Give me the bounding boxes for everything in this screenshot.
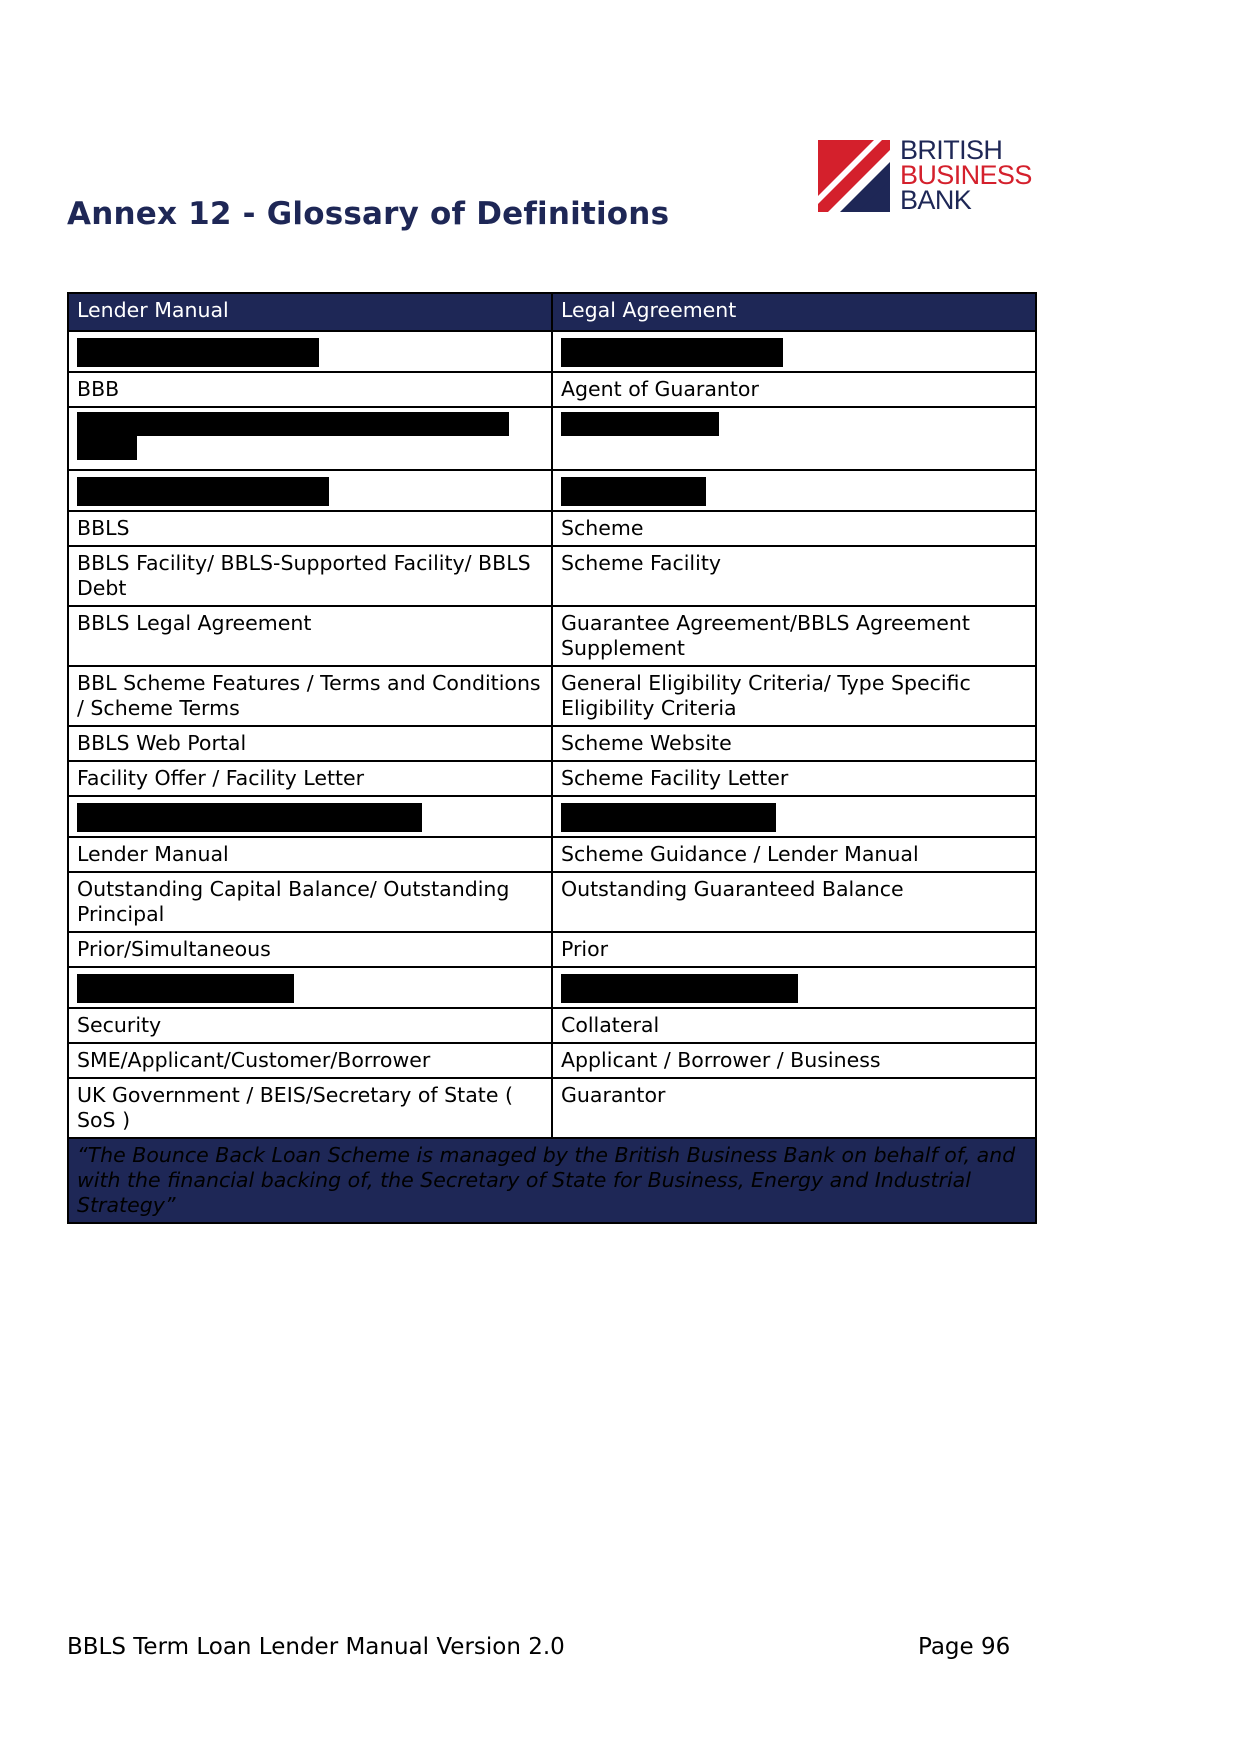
glossary-table: [67, 292, 1037, 1224]
term-lender-manual: SME/Applicant/Customer/Borrower: [68, 1043, 552, 1078]
table-row-redacted: [68, 407, 1036, 470]
redaction-block: [561, 974, 798, 1003]
term-lender-manual: Security: [68, 1008, 552, 1043]
redaction-block: [561, 338, 783, 367]
table-row: [68, 761, 1036, 796]
redaction-block: [77, 477, 329, 506]
term-lender-manual: Facility Offer / Facility Letter: [68, 761, 552, 796]
term-legal-agreement: Guarantor: [552, 1078, 1036, 1138]
table-row: [68, 872, 1036, 932]
redaction-block: [561, 412, 719, 436]
term-lender-manual: BBLS Facility/ BBLS-Supported Facility/ BBLS Debt: [68, 546, 552, 606]
redaction-block: [77, 412, 509, 436]
redaction-block: [77, 436, 137, 460]
term-legal-agreement: Scheme Facility Letter: [552, 761, 1036, 796]
term-legal-agreement: Scheme Facility: [552, 546, 1036, 606]
term-legal-agreement: Guarantee Agreement/BBLS Agreement Supplement: [552, 606, 1036, 666]
term-lender-manual: Lender Manual: [68, 837, 552, 872]
redaction-block: [77, 974, 294, 1003]
redaction-block: [77, 338, 319, 367]
term-legal-agreement: Collateral: [552, 1008, 1036, 1043]
logo-wordmark: [900, 135, 1032, 215]
table-row: [68, 1043, 1036, 1078]
scheme-statement: “The Bounce Back Loan Scheme is managed by the British Business Bank on behalf of, and with the financial backing of, the Secretary of State for Business, Energy and Industrial Strategy”: [68, 1138, 1036, 1223]
table-footer-row: [68, 1138, 1036, 1223]
british-business-bank-logo: [818, 135, 1032, 215]
term-legal-agreement: Scheme Website: [552, 726, 1036, 761]
logo-word-3: BANK: [900, 185, 972, 215]
logo-word-2: BUSINESS: [900, 160, 1032, 190]
table-row-redacted: [68, 470, 1036, 511]
term-lender-manual: BBLS: [68, 511, 552, 546]
term-lender-manual: BBLS Legal Agreement: [68, 606, 552, 666]
term-legal-agreement: Prior: [552, 932, 1036, 967]
logo-word-1: BRITISH: [900, 135, 1003, 165]
term-legal-agreement: Scheme Guidance / Lender Manual: [552, 837, 1036, 872]
page-title: Annex 12 - Glossary of Definitions: [67, 196, 670, 232]
redaction-block: [77, 803, 422, 832]
table-header-row: [68, 293, 1036, 331]
document-footer-title: BBLS Term Loan Lender Manual Version 2.0: [67, 1634, 565, 1660]
term-legal-agreement: Applicant / Borrower / Business: [552, 1043, 1036, 1078]
term-legal-agreement: Agent of Guarantor: [552, 372, 1036, 407]
term-lender-manual: Prior/Simultaneous: [68, 932, 552, 967]
page-number: Page 96: [918, 1634, 1011, 1660]
table-row: [68, 511, 1036, 546]
table-row: [68, 1008, 1036, 1043]
table-row: [68, 837, 1036, 872]
table-row: [68, 932, 1036, 967]
table-row: [68, 372, 1036, 407]
column-header-legal-agreement: Legal Agreement: [552, 293, 1036, 331]
redaction-block: [561, 477, 706, 506]
bbb-logo-mark-icon: [818, 140, 890, 212]
term-legal-agreement: Scheme: [552, 511, 1036, 546]
term-legal-agreement: General Eligibility Criteria/ Type Specific Eligibility Criteria: [552, 666, 1036, 726]
table-row: [68, 546, 1036, 606]
table-row: [68, 666, 1036, 726]
table-row-redacted: [68, 331, 1036, 372]
term-lender-manual: BBLS Web Portal: [68, 726, 552, 761]
table-row-redacted: [68, 796, 1036, 837]
redaction-block: [561, 803, 776, 832]
term-lender-manual: Outstanding Capital Balance/ Outstanding Principal: [68, 872, 552, 932]
table-row: [68, 606, 1036, 666]
table-row: [68, 726, 1036, 761]
table-row-redacted: [68, 967, 1036, 1008]
term-legal-agreement: Outstanding Guaranteed Balance: [552, 872, 1036, 932]
term-lender-manual: BBL Scheme Features / Terms and Conditions / Scheme Terms: [68, 666, 552, 726]
term-lender-manual: UK Government / BEIS/Secretary of State ( SoS ): [68, 1078, 552, 1138]
column-header-lender-manual: Lender Manual: [68, 293, 552, 331]
table-row: [68, 1078, 1036, 1138]
term-lender-manual: BBB: [68, 372, 552, 407]
